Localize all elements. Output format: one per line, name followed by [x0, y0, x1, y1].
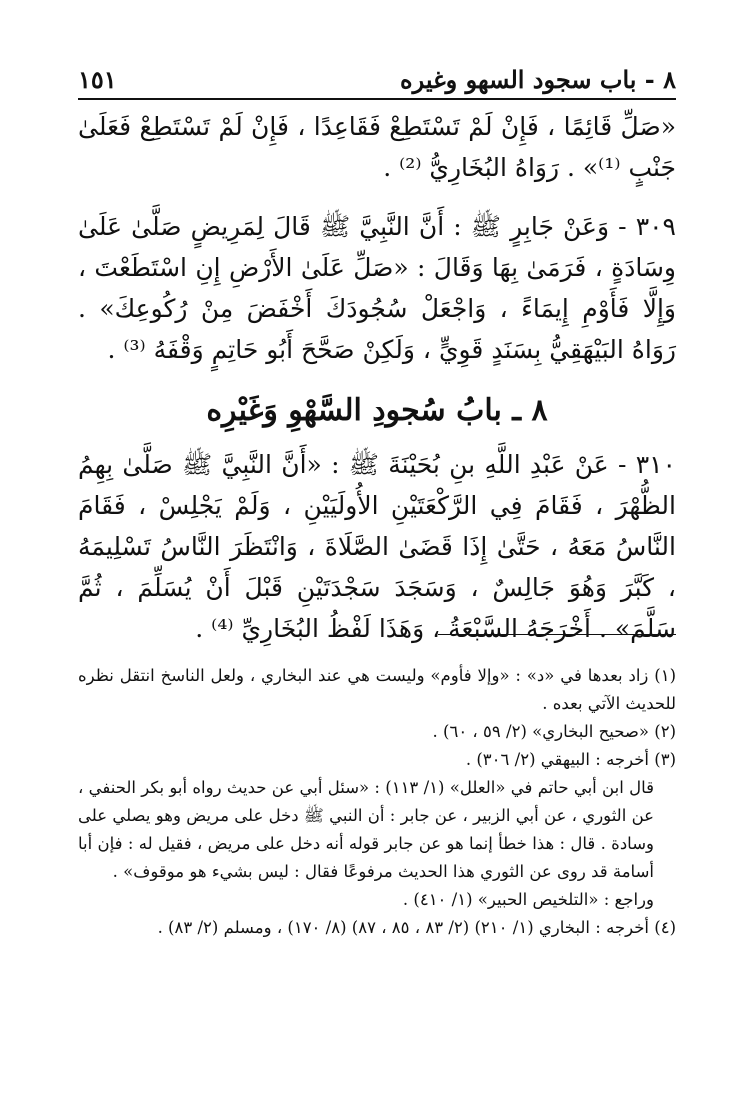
- page-number: ١٥١: [78, 65, 117, 94]
- main-text: [78, 106, 676, 649]
- footnote-3-reference: وراجع : «التلخيص الحبير» (١/ ٤١٠) .: [402, 890, 654, 909]
- running-header: [78, 60, 676, 100]
- footnote-4: (٤) أخرجه : البخاري (١/ ٢١٠) (٢/ ٨٣ ، ٨٥ ، ٨٧) (٨/ ١٧٠) ، ومسلم (٢/ ٨٣) .: [157, 918, 676, 937]
- hadith-310: ٣١٠ - عَنْ عَبْدِ اللَّهِ بنِ بُحَيْنَةَ ﷺ : «أَنَّ النَّبِيَّ ﷺ صَلَّىٰ بِهِمُ الظُّهْرَ ، فَقَامَ فِي الرَّكْعَتَيْنِ الأُولَيَيْنِ ، وَلَمْ يَجْلِسْ ، فَقَامَ النَّاسُ مَعَهُ ، حَتَّىٰ إِذَا قَضَىٰ الصَّلَاةَ ، وَانْتَظَرَ النَّاسُ تَسْلِيمَهُ ، كَبَّرَ وَهُوَ جَالِسٌ ، وَسَجَدَ سَجْدَتَيْنِ قَبْلَ أَنْ يُسَلِّمَ ، ثُمَّ سَلَّمَ» . أَخْرَجَهُ السَّبْعَةُ ، وَهَذَا لَفْظُ البُخَارِيِّ ⁽⁴⁾ .: [78, 450, 676, 643]
- footnotes: [78, 662, 676, 942]
- hadith-309: ٣٠٩ - وَعَنْ جَابِرٍ ﷺ : أَنَّ النَّبِيَّ ﷺ قَالَ لِمَرِيضٍ صَلَّىٰ عَلَىٰ وِسَادَةٍ ، فَرَمَىٰ بِهَا وَقَالَ : «صَلِّ عَلَىٰ الأَرْضِ إِنِ اسْتَطَعْتَ ، وَإِلَّا فَأَوْمِ إِيمَاءً ، وَاجْعَلْ سُجُودَكَ أَخْفَضَ مِنْ رُكُوعِكَ» . رَوَاهُ البَيْهَقِيُّ بِسَنَدٍ قَوِيٍّ ، وَلَكِنْ صَحَّحَ أَبُو حَاتِمٍ وَقْفَهُ ⁽³⁾ .: [78, 212, 676, 364]
- section-heading: ٨ ـ بابُ سُجودِ السَّهْوِ وَغَيْرِه: [206, 393, 548, 428]
- footnote-1: (١) زاد بعدها في «د» : «وإلا فأوم» وليست هي عند البخاري ، ولعل الناسخ انتقل نظره للحديث الآتي بعده .: [78, 666, 676, 713]
- footnote-3-comment: قال ابن أبي حاتم في «العلل» (١/ ١١٣) : «سئل أبي عن حديث رواه أبو بكر الحنفي ، عن الثوري ، عن أبي الزبير ، عن جابر : أن النبي ﷺ دخل على مريض وهو يصلي على وسادة . قال : هذا خطأ إنما هو عن جابر قوله أنه دخل على مريض ، فقيل له : فإن أبا أسامة قد روى عن الثوري هذا الحديث مرفوعًا فقال : ليس بشيء هو موقوف» .: [78, 778, 654, 881]
- hadith-continuation: «صَلِّ قَائِمًا ، فَإِنْ لَمْ تَسْتَطِعْ فَقَاعِدًا ، فَإِنْ لَمْ تَسْتَطِعْ فَعَلَىٰ جَنْبٍ ⁽¹⁾» . رَوَاهُ البُخَارِيُّ ⁽²⁾ .: [78, 112, 676, 182]
- footnote-divider: [438, 634, 676, 635]
- footnote-2: (٢) «صحيح البخاري» (٢/ ٥٩ ، ٦٠) .: [432, 722, 676, 741]
- footnote-3: (٣) أخرجه : البيهقي (٢/ ٣٠٦) .: [465, 750, 676, 769]
- chapter-title: ٨ - باب سجود السهو وغيره: [400, 65, 676, 94]
